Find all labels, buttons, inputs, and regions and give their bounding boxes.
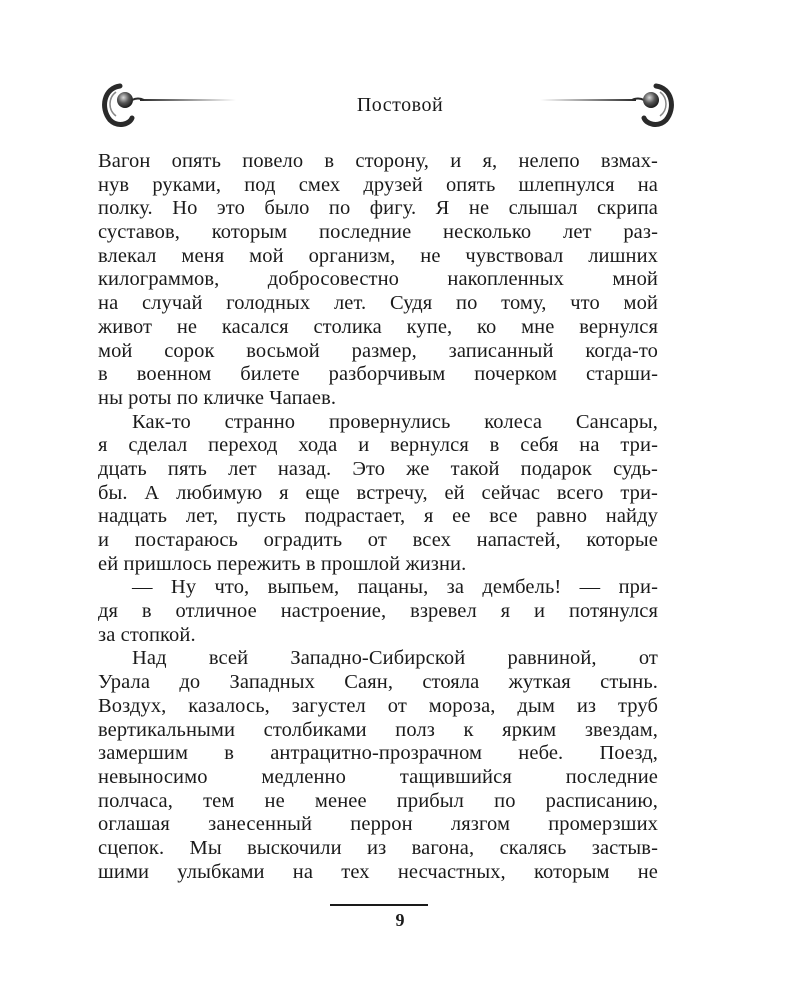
text-line: суставов, которым последние несколько лет раз-: [98, 221, 658, 244]
text-line: нув руками, под смех друзей опять шлепнулся на: [98, 173, 658, 196]
text-line: невыносимо медленно тащившийся последние: [98, 765, 658, 788]
text-line: за стопкой.: [98, 623, 196, 646]
text-line: живот не касался столика купе, ко мне вернулся: [98, 315, 658, 338]
right-swirl-ornament-icon: [540, 78, 680, 138]
text-line: я сделал переход хода и вернулся в себя на три-: [98, 434, 658, 457]
text-line: оглашая занесенный перрон лязгом промерзших: [98, 813, 658, 836]
text-line: Вагон опять повело в сторону, и я, нелепо взмах-: [98, 150, 658, 172]
text-line: вертикальными столбиками полз к ярким звездам,: [98, 718, 658, 741]
text-line: на случай голодных лет. Судя по тому, что мой: [98, 292, 658, 315]
body-text: [98, 150, 658, 884]
text-line: ей пришлось пережить в прошлой жизни.: [98, 552, 467, 575]
text-line: Воздух, казалось, загустел от мороза, дым из труб: [98, 694, 658, 717]
text-line: мой сорок восьмой размер, записанный когда-то: [98, 339, 658, 362]
text-line: — Ну что, выпьем, пацаны, за дембель! — при-: [132, 576, 658, 599]
text-line: дя в отличное настроение, взревел я и потянулся: [98, 600, 658, 623]
text-line: влекал меня мой организм, не чувствовал лишних: [98, 244, 658, 267]
page-number: 9: [395, 910, 405, 930]
text-line: в военном билете разборчивым почерком старши-: [98, 363, 658, 386]
text-line: Над всей Западно-Сибирской равниной, от: [132, 647, 658, 670]
text-line: замершим в антрацитно-прозрачном небе. Поезд,: [98, 742, 658, 765]
running-title: Постовой: [356, 94, 444, 116]
text-line: сцепок. Мы выскочили из вагона, скалясь застыв-: [98, 836, 658, 859]
text-line: бы. А любимую я еще встречу, ей сейчас всего три-: [98, 481, 658, 504]
text-line: полку. Но это было по фигу. Я не слышал скрипа: [98, 197, 658, 220]
text-line: килограммов, добросовестно накопленных мной: [98, 268, 658, 291]
text-line: Как-то странно провернулись колеса Сансары,: [132, 410, 658, 433]
text-line: дцать пять лет назад. Это же такой подарок судь-: [98, 457, 658, 480]
text-line: ны роты по кличке Чапаев.: [98, 386, 337, 409]
page-header: [0, 78, 800, 138]
text-line: шими улыбками на тех несчастных, которым не: [98, 860, 658, 883]
text-line: Урала до Западных Саян, стояла жуткая стынь.: [98, 671, 658, 694]
text-line: полчаса, тем не менее прибыл по расписанию,: [98, 789, 658, 812]
footer-rule: [330, 904, 428, 906]
text-line: и постараюсь оградить от всех напастей, которые: [98, 529, 658, 551]
text-line: надцать лет, пусть подрастает, я ее все равно найду: [98, 505, 658, 528]
